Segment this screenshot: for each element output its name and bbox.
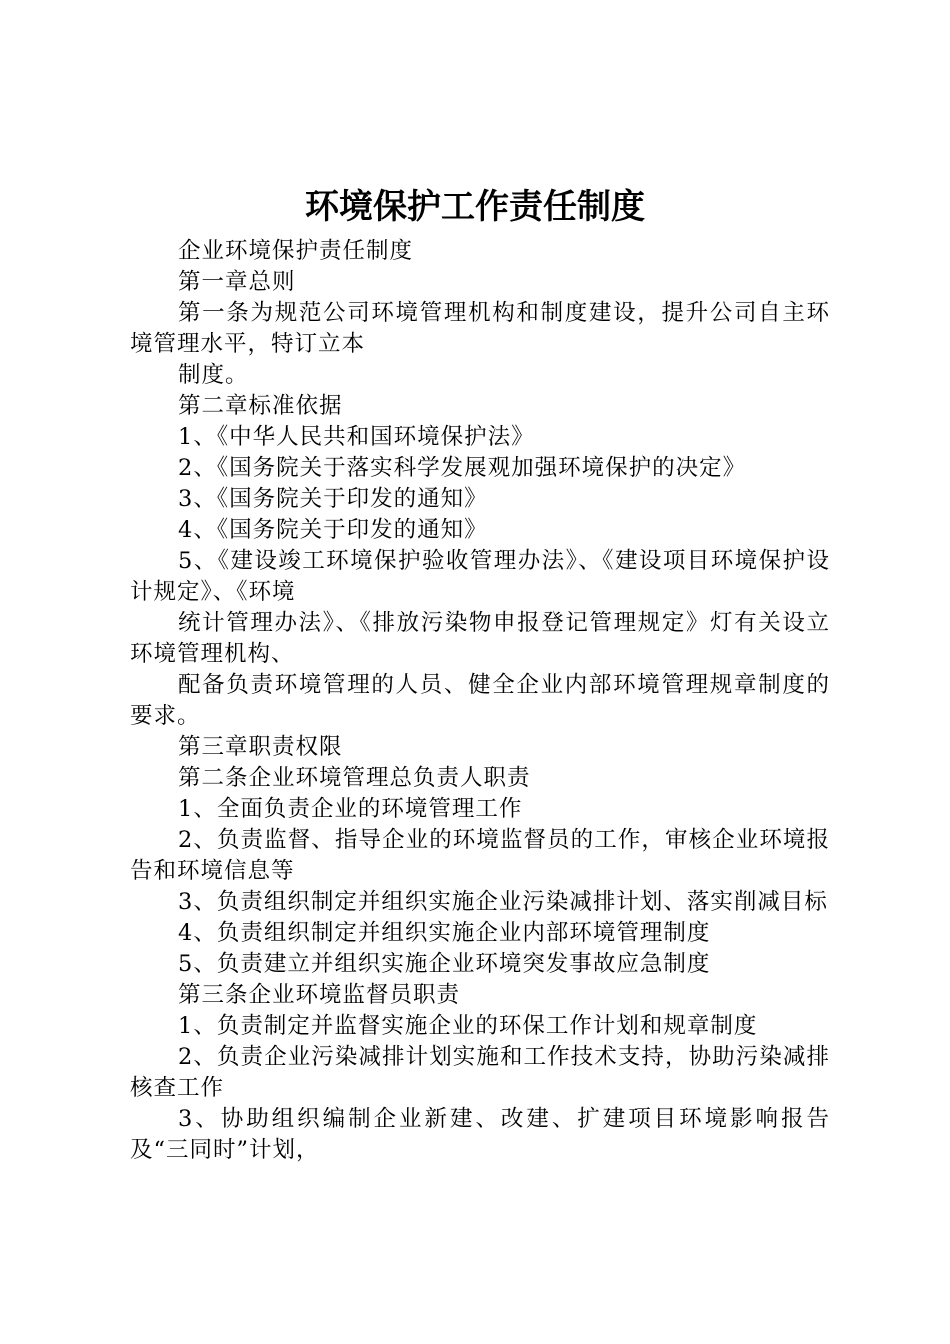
- paragraph: 3、负责组织制定并组织实施企业污染减排计划、落实削减目标: [178, 889, 828, 915]
- paragraph: 3、《国务院关于印发的通知》: [178, 486, 488, 512]
- paragraph: 配备负责环境管理的人员、健全企业内部环境管理规章制度的要求。: [130, 672, 830, 729]
- paragraph: 统计管理办法》、《排放污染物申报登记管理规定》灯有关设立环境管理机构、: [130, 610, 830, 667]
- paragraph: 1、负责制定并监督实施企业的环保工作计划和规章制度: [178, 1013, 758, 1039]
- paragraph: 2、负责监督、指导企业的环境监督员的工作，审核企业环境报告和环境信息等: [130, 827, 830, 884]
- paragraph: 第三条企业环境监督员职责: [178, 982, 461, 1008]
- document-body: [130, 236, 830, 1166]
- paragraph: 制度。: [178, 362, 249, 388]
- paragraph: 企业环境保护责任制度: [178, 238, 414, 264]
- paragraph: 第一条为规范公司环境管理机构和制度建设，提升公司自主环境管理水平，特订立本: [130, 300, 830, 357]
- paragraph: 第二条企业环境管理总负责人职责: [178, 765, 531, 791]
- paragraph: 4、负责组织制定并组织实施企业内部环境管理制度: [178, 920, 711, 946]
- paragraph: 2、负责企业污染减排计划实施和工作技术支持，协助污染减排核查工作: [130, 1044, 830, 1101]
- paragraph: 5、负责建立并组织实施企业环境突发事故应急制度: [178, 951, 711, 977]
- paragraph: 1、全面负责企业的环境管理工作: [178, 796, 523, 822]
- paragraph: 第二章标准依据: [178, 393, 343, 419]
- paragraph: 第三章职责权限: [178, 734, 343, 760]
- paragraph: 第一章总则: [178, 269, 296, 295]
- paragraph: 5、《建设竣工环境保护验收管理办法》、《建设项目环境保护设计规定》、《环境: [130, 548, 830, 605]
- paragraph: 3、协助组织编制企业新建、改建、扩建项目环境影响报告及“三同时”计划，: [130, 1106, 830, 1163]
- document-title: 环境保护工作责任制度: [305, 187, 645, 227]
- paragraph: 4、《国务院关于印发的通知》: [178, 517, 488, 543]
- paragraph: 2、《国务院关于落实科学发展观加强环境保护的决定》: [178, 455, 747, 481]
- paragraph: 1、《中华人民共和国环境保护法》: [178, 424, 535, 450]
